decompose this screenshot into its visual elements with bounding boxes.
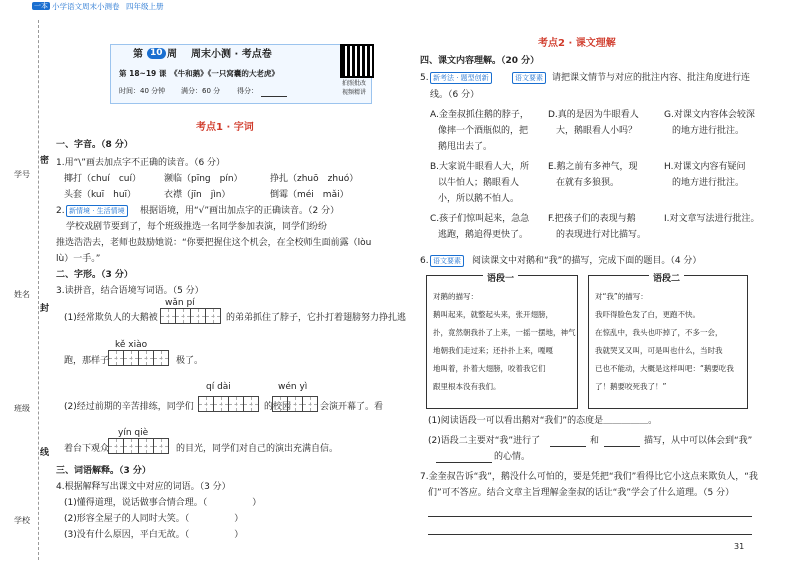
week-suffix: 周 (167, 49, 177, 60)
q3-2-pinyin-1: qí dài (206, 382, 231, 392)
q5-f-1[interactable]: F.把孩子们的表现与鹅 (548, 214, 636, 224)
q3-2-e: 的目光，同学们对自己的演出充满自信。 (176, 444, 339, 454)
q5-h-1[interactable]: H.对课文内容有疑问 (664, 162, 746, 172)
q5-f-2[interactable]: 的表现进行对比描写。 (556, 230, 647, 240)
part2-heading: 二、字形。（3 分） (56, 270, 133, 280)
series-logo: 一本 (34, 2, 48, 10)
q3-1-b: 的弟弟抓住了脖子，它扑打着翅膀努力挣扎逃 (226, 313, 407, 323)
segment-2-line-6: 了！鹅要咬死我了！” (595, 382, 667, 391)
page-title: 周末小测 · 考点卷 (191, 49, 272, 60)
q1-r2-c3: 倒霉（méi mǎi） (270, 190, 349, 200)
q5-c-2[interactable]: 逃跑，鹅追得更快了。 (438, 230, 529, 240)
q6-blank-2[interactable] (604, 446, 640, 447)
full-score-label: 满分：60 分 (181, 87, 221, 95)
q5-prompt: 请把课文情节与对应的批注内容、批注角度进行连 (552, 73, 751, 83)
q5-d-2[interactable]: 大，鹅眼看人小吗？ (556, 126, 638, 136)
q6-sub2-b: 和 (590, 436, 600, 446)
q3-2-box-2[interactable] (272, 396, 317, 412)
q4-item-1: (1)懂得道理，说话做事合情合理。（ ） (64, 498, 262, 508)
q6-tag: 语文要素 (430, 255, 464, 267)
q3-2-a: (2)经过前期的辛苦排练，同学们 (64, 402, 194, 412)
section1-title: 考点1 · 字词 (196, 122, 254, 133)
q3-1-a: (1)经常欺负人的大鹅被 (64, 313, 158, 323)
q3-2-d: 着台下观众 (64, 444, 110, 454)
segment-2-line-2: 我吓得脸色发了白，更跑不快。 (595, 310, 700, 319)
q4-item-3: (3)没有什么原因，平白无故。（ ） (64, 530, 244, 540)
q2-text-1: 学校戏剧节要到了，每个班级推选一名同学参加表演，同学们纷纷 (66, 222, 328, 232)
q7-answer-line-2[interactable] (428, 534, 752, 535)
q1-r2-c1: 头套（kuī huī） (64, 190, 137, 200)
q1-r2-c2: 衣襟（jīn jìn） (164, 190, 231, 200)
segment-2-line-1: 对“我”的描写： (595, 292, 648, 301)
qr-code[interactable] (340, 44, 374, 78)
q2-text-3: lù）一手。” (56, 254, 101, 264)
q5-prompt-2: 线。（6 分） (430, 90, 480, 100)
lessons-line: 第 18~19 课 《牛和鹅》《一只窝囊的大老虎》 (119, 69, 279, 78)
header-bar (0, 0, 200, 16)
school-label: 学校 (14, 516, 30, 525)
q3-1-box[interactable] (160, 308, 220, 324)
segment-2-title: 语段二 (649, 274, 684, 285)
q5-i-1[interactable]: I.对文章写法进行批注。 (664, 214, 760, 224)
q2-number: 2. (56, 206, 65, 216)
q6-sub2-d: 的心情。 (494, 452, 531, 462)
q3-2-pinyin-3: yín qiè (118, 428, 149, 438)
q7-answer-line-1[interactable] (428, 516, 752, 517)
q5-b-1[interactable]: B.大家说牛眼看人大，所 (430, 162, 530, 172)
q5-c-1[interactable]: C.孩子们惊叫起来，急急 (430, 214, 530, 224)
q7-prompt-2: 们”可不答应。结合文章主旨理解金奎叔的话让“我”学会了什么道理。（5 分） (428, 488, 735, 498)
q6-blank-3[interactable] (436, 462, 492, 463)
seal-char: 密 (40, 156, 50, 166)
binding-strip (10, 20, 50, 560)
page-number: 31 (734, 542, 745, 551)
q5-g-1[interactable]: G.对课文内容体会较深 (664, 110, 755, 120)
q5-b-3[interactable]: 小，所以鹅不怕人。 (438, 194, 520, 204)
segment-1-line-3: 扑，竟然朝我扑了上来，一摇一摆地，神气 (433, 328, 576, 337)
qr-caption-2: 视频精讲 (342, 89, 367, 96)
q3-prompt: 3.读拼音，结合语境写词语。（5 分） (56, 286, 204, 296)
q1-r1-c1: 揶打（chuí cuí） (64, 174, 142, 184)
seal-char-3: 线 (40, 448, 50, 458)
q6-number: 6. (420, 256, 429, 266)
q5-number: 5. (420, 73, 429, 83)
segment-2-line-4: 我就哭叉又叫，可是叫也什么，当时我 (595, 346, 723, 355)
week-prefix: 第 (133, 49, 143, 60)
name-label: 姓名 (14, 290, 30, 299)
q4-item-2: (2)形容全屋子的人同时大笑。（ ） (64, 514, 244, 524)
part3-heading: 三、词语解释。（3 分） (56, 466, 151, 476)
part1-heading: 一、字音。（8 分） (56, 140, 133, 150)
score-blank[interactable] (261, 96, 287, 97)
q2-tag: 新情境 · 生活情境 (66, 205, 128, 217)
q6-sub2-a: (2)语段二主要对“我”进行了 (428, 436, 541, 446)
q5-h-2[interactable]: 的地方进行批注。 (672, 178, 745, 188)
q7-prompt: 7.金奎叔告诉“我”，鹅没什么可怕的，要是凭把“我们”看得比它小这点来欺负人，“我 (420, 472, 758, 482)
segment-2-line-5: 已也不能动，大概是这样叫吧：“鹅要吃我 (595, 364, 734, 373)
q6-sub1: (1)阅读语段一可以看出鹅对“我们”的态度是＿＿＿＿＿。 (428, 416, 658, 426)
q1-r1-c3: 挣扎（zhuō zhuó） (270, 174, 359, 184)
q5-e-2[interactable]: 在就有多狼狈。 (556, 178, 620, 188)
q2-text-2: 推选浩浩去，老师也鼓励她说：“你要把握住这个机会，在全校师生面前露（lòu (56, 238, 372, 248)
q2-prompt: 根据语境，用“√”画出加点字的正确读音。（2 分） (140, 206, 340, 216)
student-no-label: 学号 (14, 170, 30, 179)
q5-a-3[interactable]: 鹅甩出去了。 (438, 142, 493, 152)
section2-title: 考点2 · 课文理解 (538, 38, 616, 49)
q3-1-pinyin: wǎn pí (165, 298, 195, 308)
q3-1-box-2[interactable] (108, 350, 168, 366)
q6-prompt: 阅读课文中对鹅和“我”的描写，完成下面的题目。（4 分） (472, 256, 702, 266)
q6-sub2-c: 描写，从中可以体会到“我” (644, 436, 753, 446)
segment-1-line-5: 地叫着，扑着大翅膀，咬着我它们 (433, 364, 546, 373)
segment-2-line-3: 在惊乱中，我头也吓掉了，不多一会， (595, 328, 723, 337)
segment-1-box (426, 275, 578, 409)
q3-1-c: 跑，那样子 (64, 356, 110, 366)
q3-2-c: 会演开幕了。看 (320, 402, 384, 412)
seal-char-2: 封 (40, 304, 50, 314)
time-label: 时间：40 分钟 (119, 87, 166, 95)
q3-2-box-3[interactable] (108, 438, 168, 454)
q5-b-2[interactable]: 以牛怕人；鹅眼看人 (438, 178, 520, 188)
week-number: 10 (147, 48, 166, 59)
q3-1-d: 极了。 (176, 356, 204, 366)
segment-1-line-2: 鹅叫起来，就整起头来，张开翅膀， (433, 310, 553, 319)
qr-caption-1: 拍照批改 (342, 80, 367, 87)
grade-label: 四年级上册 (126, 2, 164, 11)
title-block (110, 44, 372, 104)
q5-tag-1: 新考法 · 题型创新 (430, 72, 492, 84)
segment-1-title: 语段一 (483, 274, 518, 285)
q5-a-2[interactable]: 像摔一个酒瓶似的，把 (438, 126, 529, 136)
q5-e-1[interactable]: E.鹅之前有多神气，现 (548, 162, 638, 172)
series-title: 小学语文周末小测卷 (52, 2, 120, 11)
q6-blank-1[interactable] (550, 446, 586, 447)
segment-1-line-6: 跟里根本没有我们。 (433, 382, 501, 391)
segment-2-box (588, 275, 748, 409)
q5-g-2[interactable]: 的地方进行批注。 (672, 126, 745, 136)
q3-1-pinyin-2: kě xiào (115, 340, 148, 350)
q5-tag-2: 语文要素 (512, 72, 546, 84)
q4-prompt: 4.根据解释写出课文中对应的词语。（3 分） (56, 482, 231, 492)
segment-1-line-4: 地朝我们走过来；还扑扑上来，嘎嘎 (433, 346, 553, 355)
q3-2-b: 的校园 (264, 402, 292, 412)
q1-prompt: 1.用“\”画去加点字不正确的读音。（6 分） (56, 158, 226, 168)
q1-r1-c2: 濒临（pīng pín） (164, 174, 243, 184)
q3-2-pinyin-2: wén yì (278, 382, 308, 392)
q5-d-1[interactable]: D.真的是因为牛眼看人 (548, 110, 639, 120)
q5-a-1[interactable]: A.金奎叔抓住鹅的脖子， (430, 110, 529, 120)
class-label: 班级 (14, 404, 30, 413)
score-label: 得分： (237, 87, 258, 95)
q3-2-box-1[interactable] (198, 396, 258, 412)
segment-1-line-1: 对鹅的描写： (433, 292, 478, 301)
part4-heading: 四、课文内容理解。（20 分） (420, 56, 540, 66)
